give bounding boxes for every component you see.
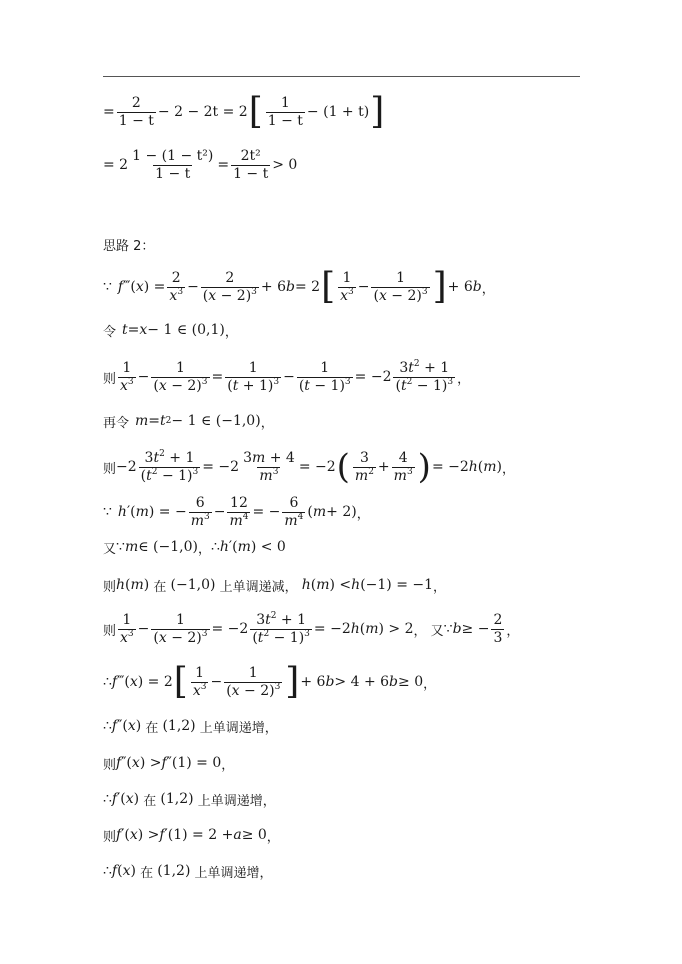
derivation-step: 则 −2 $3t^2 + 1$ $(t^2 - 1)^3$ = −2 3m + 4 $m^3$ = −2 ( 3 $m^2$ + 4 $m^3$ ) = −2 h ( m ) ， xyxy=(103,447,516,487)
fraction: 1 1 − t xyxy=(267,94,303,129)
derivation-step: 再令 m = t 2 − 1 ∈ (−1,0) ， xyxy=(103,413,274,431)
derivation-step: ∴ f ( x ) 在 (1,2) 上单调递增， xyxy=(103,863,273,881)
derivation-step: 则 1 $x^3$ − 1 $(x - 2)^3$ = −2 $3t^2 + 1$ $(t^2 - 1)^3$ = −2 h ( m ) > 2 ， 又 ∵ b ≥ − 2 3 ， xyxy=(103,610,520,646)
derivation-step: 令 t = x − 1 ∈ (0,1) ， xyxy=(103,322,238,340)
continuation-line-1: = $\frac{2}{1 - t}$ − 2 − 2t = 2 [ 1 1 − t − (1 + t) ] xyxy=(103,91,385,132)
derivation-step: 又 ∵ m ∈ (−1,0) ， ∴ h ′( m ) < 0 xyxy=(103,539,286,557)
derivation-step: ∴ f ‴( x ) = 2 [ 1 $x^3$ − 1 $(x - 2)^3$ ] + 6 b > 4 + 6 b ≥ 0 ， xyxy=(103,661,437,702)
header-rule xyxy=(103,76,580,77)
derivation-step: ∴ f ″( x ) 在 (1,2) 上单调递增， xyxy=(103,718,278,736)
derivation-step: ∴ f ′( x ) 在 (1,2) 上单调递增， xyxy=(103,791,276,809)
derivation-step: 则 h ( m ) 在 (−1,0) 上单调递减， h ( m ) < h (−1) = −1 ， xyxy=(103,577,447,595)
continuation-line-2: = 2 $\frac{\text{1 − (1 − t²)}}{1 - t}$ = $\frac{\text{2t²}}{1 - t}$ > 0 xyxy=(103,147,298,182)
derivation-step: 则 1 $x^3$ − 1 $(x - 2)^3$ = 1 $(t + 1)^3$ − 1 $(t - 1)^3$ = −2 $3t^2 + 1$ $(t^2 - 1)^3$ ， xyxy=(103,358,471,394)
fraction: $\frac{2}{1 - t}$ xyxy=(118,94,154,129)
fraction: $\frac{\text{2t²}}{1 - t}$ xyxy=(233,147,269,182)
derivation-step: ∵ f ‴( x ) = 2 $x^3$ − 2 $(x - 2)^3$ + 6 b = 2 [ 1 $x^3$ − 1 $(x - 2)^3$ ] + 6 b ， xyxy=(103,266,495,307)
derivation-step: 则 f ″( x ) > f ″(1) = 0 ， xyxy=(103,755,235,773)
section-heading: 思路 2： xyxy=(103,238,155,254)
derivation-step: 则 f ′( x ) > f ′(1) = 2 + a ≥ 0 ， xyxy=(103,827,280,845)
fraction: $\frac{\text{1 − (1 − t²)}}{1 - t}$ xyxy=(132,147,214,182)
derivation-step: ∵ h ′( m ) = − 6 $m^3$ − 12 $m^4$ = − 6 $m^4$ ( m + 2) ， xyxy=(103,494,370,529)
